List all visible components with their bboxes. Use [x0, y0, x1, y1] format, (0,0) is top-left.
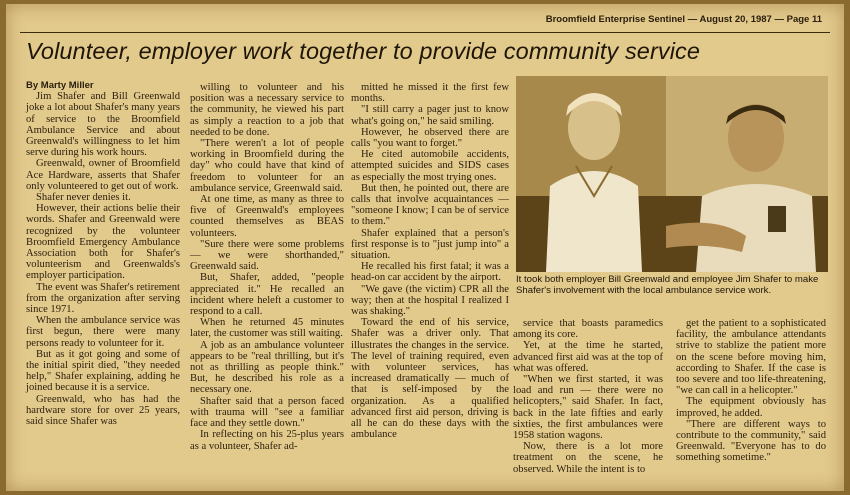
article-paragraph: A job as an ambulance volunteer appears to be "real thrilling, but it's not as thrilling as people think." But, he described his role as a necessary one. — [190, 339, 344, 396]
headline: Volunteer, employer work together to provide community service — [26, 38, 701, 64]
top-rule — [20, 32, 830, 33]
article-paragraph: But, Shafer, added, "people appreciated it." He recalled an incident where heleft a customer to respond to a call. — [190, 272, 344, 318]
article-paragraph: In reflecting on his 25-plus years as a volunteer, Shafer ad- — [190, 429, 344, 452]
article-column-3 — [351, 82, 509, 441]
news-photo — [516, 76, 828, 272]
article-paragraph: service that boasts paramedics among its core. — [513, 318, 663, 341]
article-column-4 — [513, 318, 663, 475]
article-paragraph: Shafer explained that a person's first response is to "just jump into" a situation. — [351, 227, 509, 262]
article-paragraph: "Sure there were some problems — we were shorthanded," Greenwald said. — [190, 238, 344, 273]
article-paragraph: But then, he pointed out, there are calls that involve acquaintances — "someone I know; I can be of service to them." — [351, 182, 509, 228]
article-column-5 — [676, 318, 826, 464]
article-paragraph: However, their actions belie their words. Shafer and Greenwald were recognized by the volunteer Broomfield Emergency Ambulance Association both for Shafer's volunteerism and Greenwalds's employer participation. — [26, 203, 180, 282]
article-paragraph: He cited automobile accidents, attempted suicides and SIDS cases as especially the most trying ones. — [351, 149, 509, 183]
article-paragraph: Jim Shafer and Bill Greenwald joke a lot about Shafer's many years of service to the Broomfield Ambulance Service and about Greenwald's willingness to let him serve during his work hours. — [26, 91, 180, 159]
article-paragraph: When he returned 45 minutes later, the customer was still waiting. — [190, 317, 344, 340]
article-paragraph: "There weren't a lot of people working in Broomfield during the day" who could have that kind of freedom to volunteer for an ambulance service, Greenwald said. — [190, 138, 344, 194]
photo-illustration — [516, 76, 828, 272]
article-paragraph: The event was Shafer's retirement from the organization after serving since 1971. — [26, 281, 180, 316]
article-paragraph: Now, there is a lot more treatment on the scene, he observed. While the intent is to — [513, 441, 663, 475]
article-paragraph: mitted he missed it the first few months. — [351, 82, 509, 105]
article-paragraph: Shafer never denies it. — [36, 192, 131, 204]
article-paragraph: But as it got going and some of the initial spirit died, "they needed help," Shafer explaining, adding he joined because it is a service. — [26, 348, 180, 394]
article-paragraph: However, he observed there are calls "you want to forget." — [351, 126, 509, 150]
article-paragraph: Yet, at the time he started, advanced first aid was at the top of what was offered. — [513, 340, 663, 374]
article-paragraph: "There are different ways to contribute to the community," said Greenwald. "Everyone has to do something sometime." — [676, 418, 826, 464]
article-paragraph: Greenwald, owner of Broomfield Ace Hardware, asserts that Shafer only volunteered to get out of work. — [26, 158, 180, 192]
article-paragraph: willing to volunteer and his position was a necessary service to the community, he viewed his part as simply a reaction to a job that needed to be done. — [190, 82, 344, 138]
newspaper-clipping — [6, 4, 844, 491]
article-column-1 — [26, 80, 180, 427]
article-paragraph: "We gave (the victim) CPR all the way; then at the hospital I realized I was shaking." — [351, 283, 509, 318]
article-paragraph: At one time, as many as three to five of Greenwald's employees counted themselves as BEAS volunteers. — [190, 194, 344, 239]
article-paragraph: The equipment obviously has improved, he added. — [676, 396, 826, 419]
article-paragraph: Greenwald, who has had the hardware store for over 25 years, said since Shafer was — [26, 393, 180, 428]
article-paragraph: When the ambulance service was first begun, there were many persons ready to volunteer for it. — [26, 315, 180, 349]
photo-caption: It took both employer Bill Greenwald and employee Jim Shafer to make Shafer's involvement with the local ambulance service work. — [516, 274, 819, 297]
article-paragraph: Shafter said that a person faced with trauma will "see a familiar face and they settle down." — [190, 395, 344, 430]
article-paragraph: "I still carry a pager just to know what's going on," he said smiling. — [351, 104, 509, 127]
masthead: Broomfield Enterprise Sentinel — August 20, 1987 — Page 11 — [545, 14, 822, 25]
article-paragraph: "When we first started, it was load and run — there were no helicopters," said Shafer. In fact, back in the late fifties and early sixties, the first ambulances were 1958 station wagons. — [513, 374, 663, 442]
byline: By Marty Miller — [26, 80, 94, 91]
article-paragraph: Toward the end of his service, Shafer was a driver only. That illustrates the changes in the service. The level of training required, even with volunteer services, has increased dramatically — much of that is self-imposed by the organization. As a qualified advanced first aid person, driving is all he can do these days with the ambulance — [351, 317, 509, 441]
article-paragraph: He recalled his first fatal; it was a head-on car accident by the airport. — [351, 261, 509, 284]
article-column-2 — [190, 82, 344, 452]
article-paragraph: get the patient to a sophisticated facility, the ambulance attendants strive to stablize the patient more on the scene before moving him, according to Shafer. If the case is too severe and too life-threatening, "we can call in a helicopter." — [676, 318, 826, 397]
